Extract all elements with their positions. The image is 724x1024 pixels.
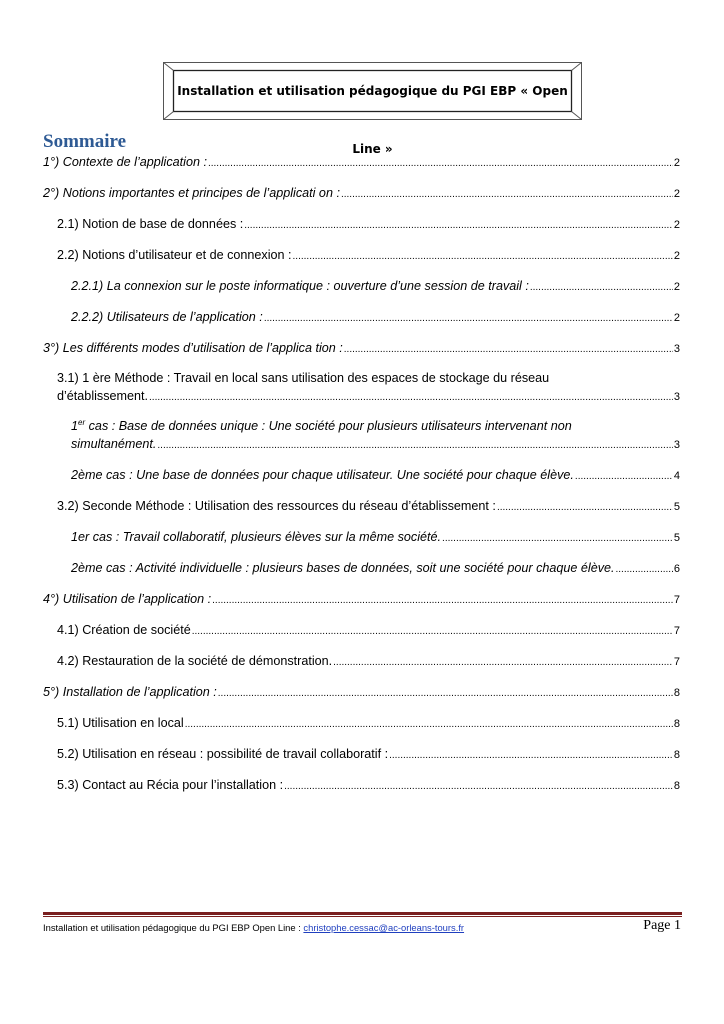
toc-entry-title: 5.1) Utilisation en local [57,716,184,730]
toc-entry-title: 2.2) Notions d’utilisateur et de connexion : [57,248,292,262]
toc-page-number: 5 [673,501,680,513]
toc-entry-1[interactable] [43,153,680,173]
toc-page-number: 2 [673,250,680,262]
toc-entry-title: 3°) Les différents modes d’utilisation de l’applica tion : [43,341,343,355]
toc-entry-title: 2°) Notions importantes et principes de l’applicati on : [43,186,340,200]
toc-entry-title: 5.2) Utilisation en réseau : possibilité de travail collaboratif : [57,747,389,761]
toc-entry-2[interactable] [43,184,680,204]
toc-page-number: 8 [673,718,680,730]
toc-entry-4[interactable] [43,590,680,610]
toc-entry-title-line1: cas : Base de données unique : Une société pour plusieurs utilisateurs intervenant non [85,419,572,433]
toc-entry-4-1[interactable] [57,621,680,641]
toc-entry-title: 1er cas : Travail collaboratif, plusieurs élèves sur la même société. [71,530,442,544]
toc-page-number: 3 [673,391,680,403]
toc-page-number: 7 [673,594,680,606]
toc-entry-2-2-1[interactable] [71,277,680,297]
toc-page-number: 4 [673,470,680,482]
toc-entry-2-2[interactable] [57,246,680,266]
toc-page-number: 8 [673,780,680,792]
toc-heading: Sommaire [43,131,127,152]
toc-entry-5-2[interactable] [57,745,680,765]
toc-entry-title: 2.1) Notion de base de données : [57,217,244,231]
toc-entry-title: 2.2.1) La connexion sur le poste informatique : ouverture d’une session de travail : [71,279,529,293]
toc-entry-5-3[interactable] [57,776,680,796]
toc-page-number: 6 [673,563,680,575]
toc-page-number: 8 [673,749,680,761]
toc-page-number: 2 [673,188,680,200]
toc-entry-3-1-cas1[interactable] [71,417,680,455]
toc-page-number: 7 [673,625,680,637]
toc-page-number: 3 [673,343,680,355]
toc-entry-title: 2.2.2) Utilisateurs de l’application : [71,310,263,324]
toc-page-number: 5 [673,532,680,544]
toc-entry-title: 4.1) Création de société [57,623,191,637]
toc-entry-title-line1: 3.1) 1 ère Méthode : Travail en local sans utilisation des espaces de stockage du réseau [57,371,550,385]
toc-entry-title: 4°) Utilisation de l’application : [43,592,212,606]
document-title: Installation et utilisation pédagogique du PGI EBP « Open Line » [177,84,568,156]
toc-entry-4-2[interactable] [57,652,680,672]
footer-text: Installation et utilisation pédagogique du PGI EBP Open Line : [43,922,304,933]
toc-entry-3[interactable] [43,339,680,359]
toc-entry-5[interactable] [43,683,680,703]
toc-entry-title: 2ème cas : Activité individuelle : plusieurs bases de données, soit une société pour chaque élève. [71,561,615,575]
page-number: Page 1 [643,918,681,933]
toc-entry-title: 5.3) Contact au Récia pour l’installation : [57,778,284,792]
toc-entry-3-2-cas1[interactable] [71,528,680,548]
toc-entry-title-line2: simultanément. [71,437,157,451]
toc-entry-3-2[interactable] [57,497,680,517]
toc-page-number: 3 [673,439,680,451]
toc-entry-title: 3.2) Seconde Méthode : Utilisation des ressources du réseau d’établissement : [57,499,496,513]
toc-page-number: 2 [673,157,680,169]
footer-rule-thin [43,916,682,917]
toc-entry-title: 4.2) Restauration de la société de démonstration. [57,654,333,668]
toc-entry-title: 5°) Installation de l’application : [43,685,217,699]
toc-page-number: 2 [673,219,680,231]
toc-entry-title: 2ème cas : Une base de données pour chaque utilisateur. Une société pour chaque élève. [71,468,574,482]
toc-entry-2-2-2[interactable] [71,308,680,328]
footer-rule [43,912,682,915]
toc-entry-3-1-cas2[interactable] [71,466,680,486]
toc-entry-title-line2: d’établissement. [57,389,149,403]
footer-email-link[interactable]: christophe.cessac@ac-orleans-tours.fr [303,922,465,933]
toc-entry-title: 1°) Contexte de l’application : [43,155,207,169]
toc-page-number: 8 [673,687,680,699]
toc-entry-3-1[interactable] [57,369,680,407]
toc-page-number: 7 [673,656,680,668]
footer [43,922,464,933]
toc-entry-superscript: er [78,417,86,427]
toc-entry-5-1[interactable] [57,714,680,734]
title-box [163,62,582,156]
toc-entry-2-1[interactable] [57,215,680,235]
toc-entry-number: 1 [71,419,79,433]
toc-page-number: 2 [673,312,680,324]
toc-page-number: 2 [673,281,680,293]
toc-entry-3-2-cas2[interactable] [71,559,680,579]
